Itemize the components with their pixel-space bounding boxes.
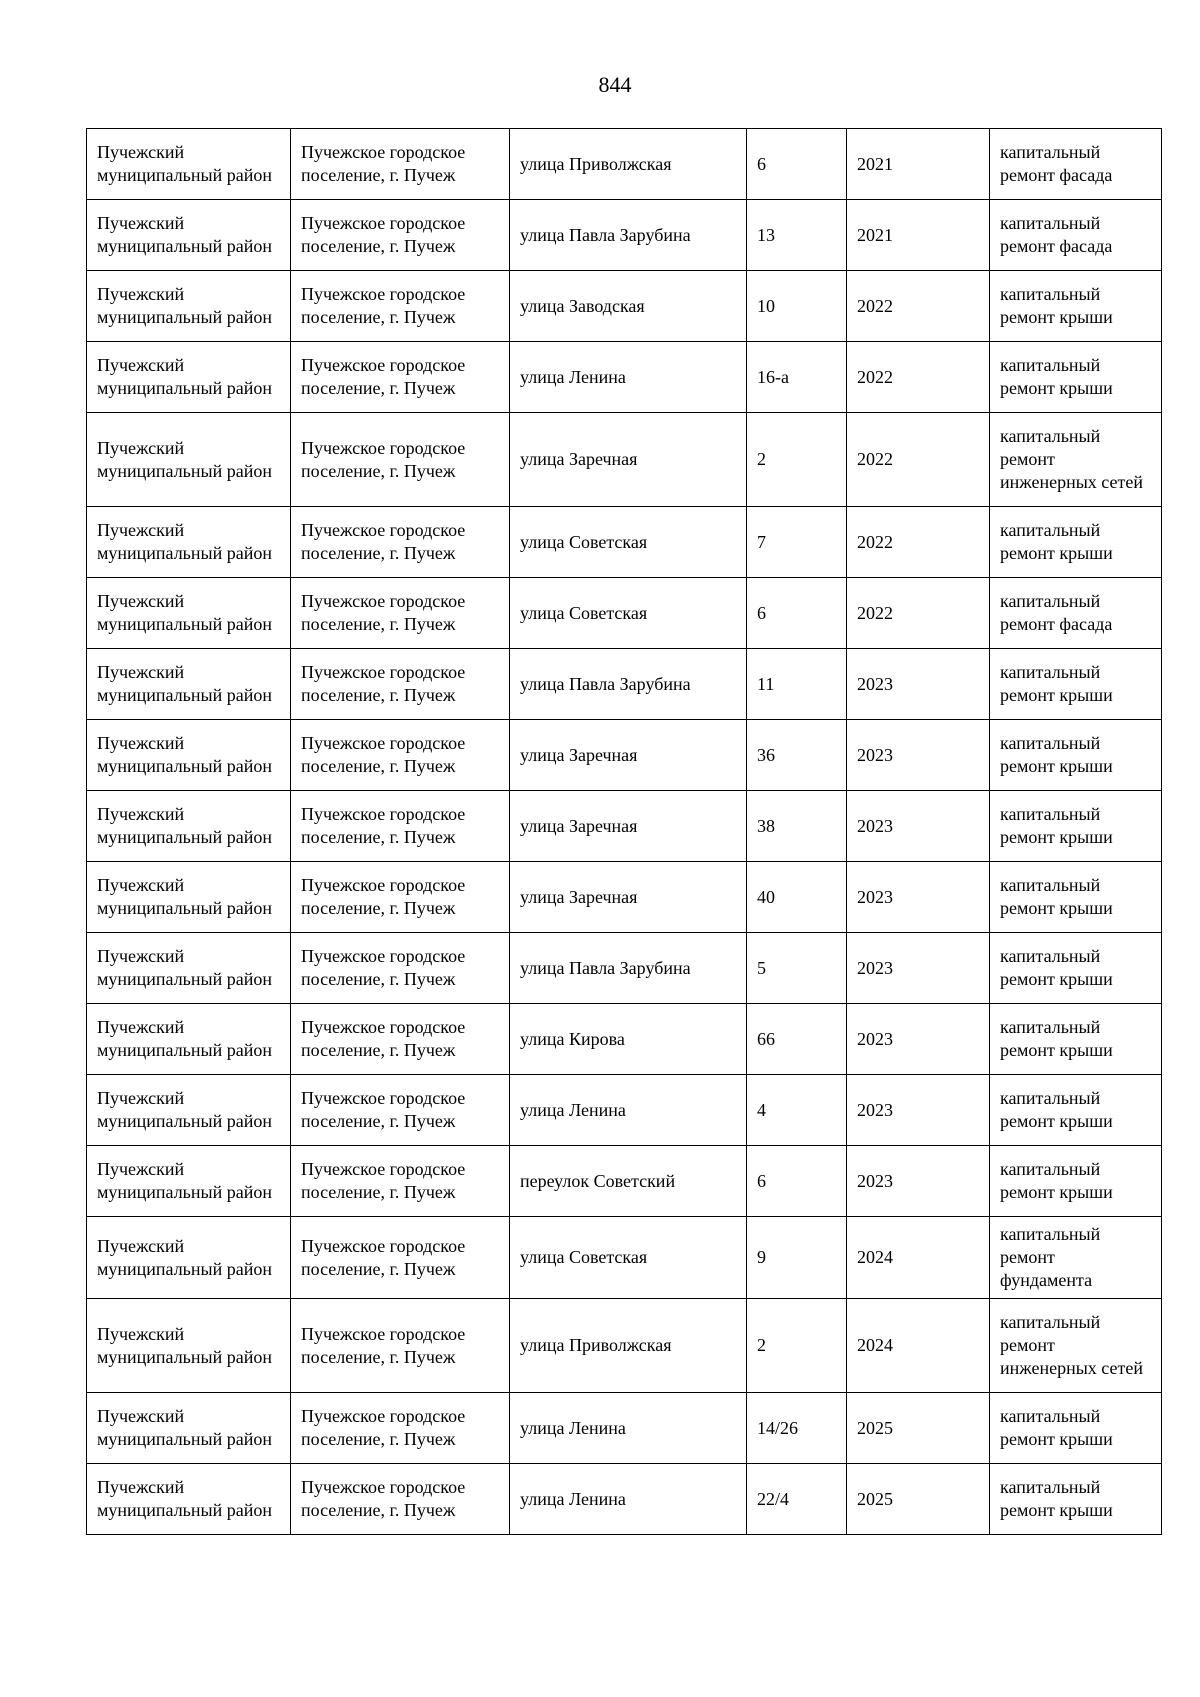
table-row (87, 1004, 1162, 1075)
street-cell: улица Заречная (510, 862, 747, 933)
settlement-cell: Пучежское городское поселение, г. Пучеж (291, 342, 510, 413)
district-cell: Пучежский муниципальный район (87, 507, 291, 578)
table-row (87, 129, 1162, 200)
street-cell: улица Ленина (510, 1075, 747, 1146)
house-cell: 36 (747, 720, 847, 791)
settlement-cell: Пучежское городское поселение, г. Пучеж (291, 1004, 510, 1075)
street-cell: улица Павла Зарубина (510, 200, 747, 271)
table-row (87, 862, 1162, 933)
settlement-cell: Пучежское городское поселение, г. Пучеж (291, 1464, 510, 1535)
table-row (87, 342, 1162, 413)
street-cell: переулок Советский (510, 1146, 747, 1217)
work-cell: капитальный ремонт крыши (990, 507, 1162, 578)
street-cell: улица Ленина (510, 1393, 747, 1464)
district-cell: Пучежский муниципальный район (87, 129, 291, 200)
house-cell: 40 (747, 862, 847, 933)
work-cell: капитальный ремонт инженерных сетей (990, 1299, 1162, 1393)
settlement-cell: Пучежское городское поселение, г. Пучеж (291, 1299, 510, 1393)
work-cell: капитальный ремонт крыши (990, 791, 1162, 862)
work-cell: капитальный ремонт крыши (990, 1146, 1162, 1217)
settlement-cell: Пучежское городское поселение, г. Пучеж (291, 1146, 510, 1217)
street-cell: улица Ленина (510, 1464, 747, 1535)
settlement-cell: Пучежское городское поселение, г. Пучеж (291, 1217, 510, 1299)
year-cell: 2022 (847, 578, 990, 649)
work-cell: капитальный ремонт крыши (990, 720, 1162, 791)
year-cell: 2022 (847, 271, 990, 342)
year-cell: 2021 (847, 200, 990, 271)
house-cell: 4 (747, 1075, 847, 1146)
district-cell: Пучежский муниципальный район (87, 1075, 291, 1146)
district-cell: Пучежский муниципальный район (87, 1217, 291, 1299)
settlement-cell: Пучежское городское поселение, г. Пучеж (291, 271, 510, 342)
work-cell: капитальный ремонт инженерных сетей (990, 413, 1162, 507)
house-cell: 16-а (747, 342, 847, 413)
house-cell: 2 (747, 1299, 847, 1393)
table-row (87, 791, 1162, 862)
street-cell: улица Заречная (510, 791, 747, 862)
settlement-cell: Пучежское городское поселение, г. Пучеж (291, 413, 510, 507)
house-cell: 5 (747, 933, 847, 1004)
work-cell: капитальный ремонт крыши (990, 1393, 1162, 1464)
street-cell: улица Павла Зарубина (510, 649, 747, 720)
year-cell: 2023 (847, 862, 990, 933)
work-cell: капитальный ремонт крыши (990, 271, 1162, 342)
house-cell: 10 (747, 271, 847, 342)
district-cell: Пучежский муниципальный район (87, 1004, 291, 1075)
year-cell: 2023 (847, 1075, 990, 1146)
house-cell: 6 (747, 1146, 847, 1217)
work-cell: капитальный ремонт фасада (990, 578, 1162, 649)
settlement-cell: Пучежское городское поселение, г. Пучеж (291, 578, 510, 649)
street-cell: улица Советская (510, 507, 747, 578)
year-cell: 2022 (847, 413, 990, 507)
page-number: 844 (598, 72, 632, 97)
table-row (87, 1464, 1162, 1535)
table-row (87, 720, 1162, 791)
work-cell: капитальный ремонт крыши (990, 862, 1162, 933)
work-cell: капитальный ремонт фасада (990, 129, 1162, 200)
settlement-cell: Пучежское городское поселение, г. Пучеж (291, 507, 510, 578)
house-cell: 38 (747, 791, 847, 862)
street-cell: улица Павла Зарубина (510, 933, 747, 1004)
house-cell: 9 (747, 1217, 847, 1299)
district-cell: Пучежский муниципальный район (87, 1393, 291, 1464)
house-cell: 14/26 (747, 1393, 847, 1464)
district-cell: Пучежский муниципальный район (87, 1146, 291, 1217)
district-cell: Пучежский муниципальный район (87, 1464, 291, 1535)
district-cell: Пучежский муниципальный район (87, 271, 291, 342)
street-cell: улица Заречная (510, 413, 747, 507)
year-cell: 2023 (847, 1146, 990, 1217)
house-cell: 11 (747, 649, 847, 720)
house-cell: 7 (747, 507, 847, 578)
year-cell: 2023 (847, 791, 990, 862)
district-cell: Пучежский муниципальный район (87, 791, 291, 862)
work-cell: капитальный ремонт крыши (990, 649, 1162, 720)
house-cell: 22/4 (747, 1464, 847, 1535)
district-cell: Пучежский муниципальный район (87, 1299, 291, 1393)
house-cell: 6 (747, 129, 847, 200)
district-cell: Пучежский муниципальный район (87, 862, 291, 933)
table-row (87, 649, 1162, 720)
street-cell: улица Приволжская (510, 1299, 747, 1393)
street-cell: улица Ленина (510, 342, 747, 413)
table-row (87, 200, 1162, 271)
table-row (87, 578, 1162, 649)
street-cell: улица Приволжская (510, 129, 747, 200)
work-cell: капитальный ремонт крыши (990, 1075, 1162, 1146)
year-cell: 2024 (847, 1217, 990, 1299)
settlement-cell: Пучежское городское поселение, г. Пучеж (291, 200, 510, 271)
table-row (87, 1146, 1162, 1217)
house-cell: 6 (747, 578, 847, 649)
district-cell: Пучежский муниципальный район (87, 720, 291, 791)
repair-schedule-table (86, 128, 1162, 1535)
table-row (87, 1393, 1162, 1464)
district-cell: Пучежский муниципальный район (87, 200, 291, 271)
work-cell: капитальный ремонт крыши (990, 933, 1162, 1004)
settlement-cell: Пучежское городское поселение, г. Пучеж (291, 129, 510, 200)
year-cell: 2022 (847, 342, 990, 413)
street-cell: улица Советская (510, 1217, 747, 1299)
year-cell: 2023 (847, 720, 990, 791)
table-row (87, 413, 1162, 507)
table-row (87, 507, 1162, 578)
year-cell: 2025 (847, 1464, 990, 1535)
house-cell: 13 (747, 200, 847, 271)
year-cell: 2023 (847, 933, 990, 1004)
district-cell: Пучежский муниципальный район (87, 342, 291, 413)
settlement-cell: Пучежское городское поселение, г. Пучеж (291, 720, 510, 791)
table-row (87, 1217, 1162, 1299)
settlement-cell: Пучежское городское поселение, г. Пучеж (291, 649, 510, 720)
year-cell: 2023 (847, 649, 990, 720)
settlement-cell: Пучежское городское поселение, г. Пучеж (291, 791, 510, 862)
table-row (87, 933, 1162, 1004)
work-cell: капитальный ремонт крыши (990, 342, 1162, 413)
house-cell: 66 (747, 1004, 847, 1075)
table-row (87, 1075, 1162, 1146)
table-body (87, 129, 1162, 1535)
work-cell: капитальный ремонт фундамента (990, 1217, 1162, 1299)
year-cell: 2025 (847, 1393, 990, 1464)
settlement-cell: Пучежское городское поселение, г. Пучеж (291, 862, 510, 933)
year-cell: 2023 (847, 1004, 990, 1075)
settlement-cell: Пучежское городское поселение, г. Пучеж (291, 1075, 510, 1146)
street-cell: улица Кирова (510, 1004, 747, 1075)
street-cell: улица Советская (510, 578, 747, 649)
street-cell: улица Заводская (510, 271, 747, 342)
district-cell: Пучежский муниципальный район (87, 933, 291, 1004)
year-cell: 2022 (847, 507, 990, 578)
work-cell: капитальный ремонт крыши (990, 1464, 1162, 1535)
settlement-cell: Пучежское городское поселение, г. Пучеж (291, 1393, 510, 1464)
settlement-cell: Пучежское городское поселение, г. Пучеж (291, 933, 510, 1004)
work-cell: капитальный ремонт фасада (990, 200, 1162, 271)
table-row (87, 271, 1162, 342)
district-cell: Пучежский муниципальный район (87, 413, 291, 507)
street-cell: улица Заречная (510, 720, 747, 791)
table-row (87, 1299, 1162, 1393)
district-cell: Пучежский муниципальный район (87, 578, 291, 649)
house-cell: 2 (747, 413, 847, 507)
year-cell: 2021 (847, 129, 990, 200)
work-cell: капитальный ремонт крыши (990, 1004, 1162, 1075)
district-cell: Пучежский муниципальный район (87, 649, 291, 720)
year-cell: 2024 (847, 1299, 990, 1393)
